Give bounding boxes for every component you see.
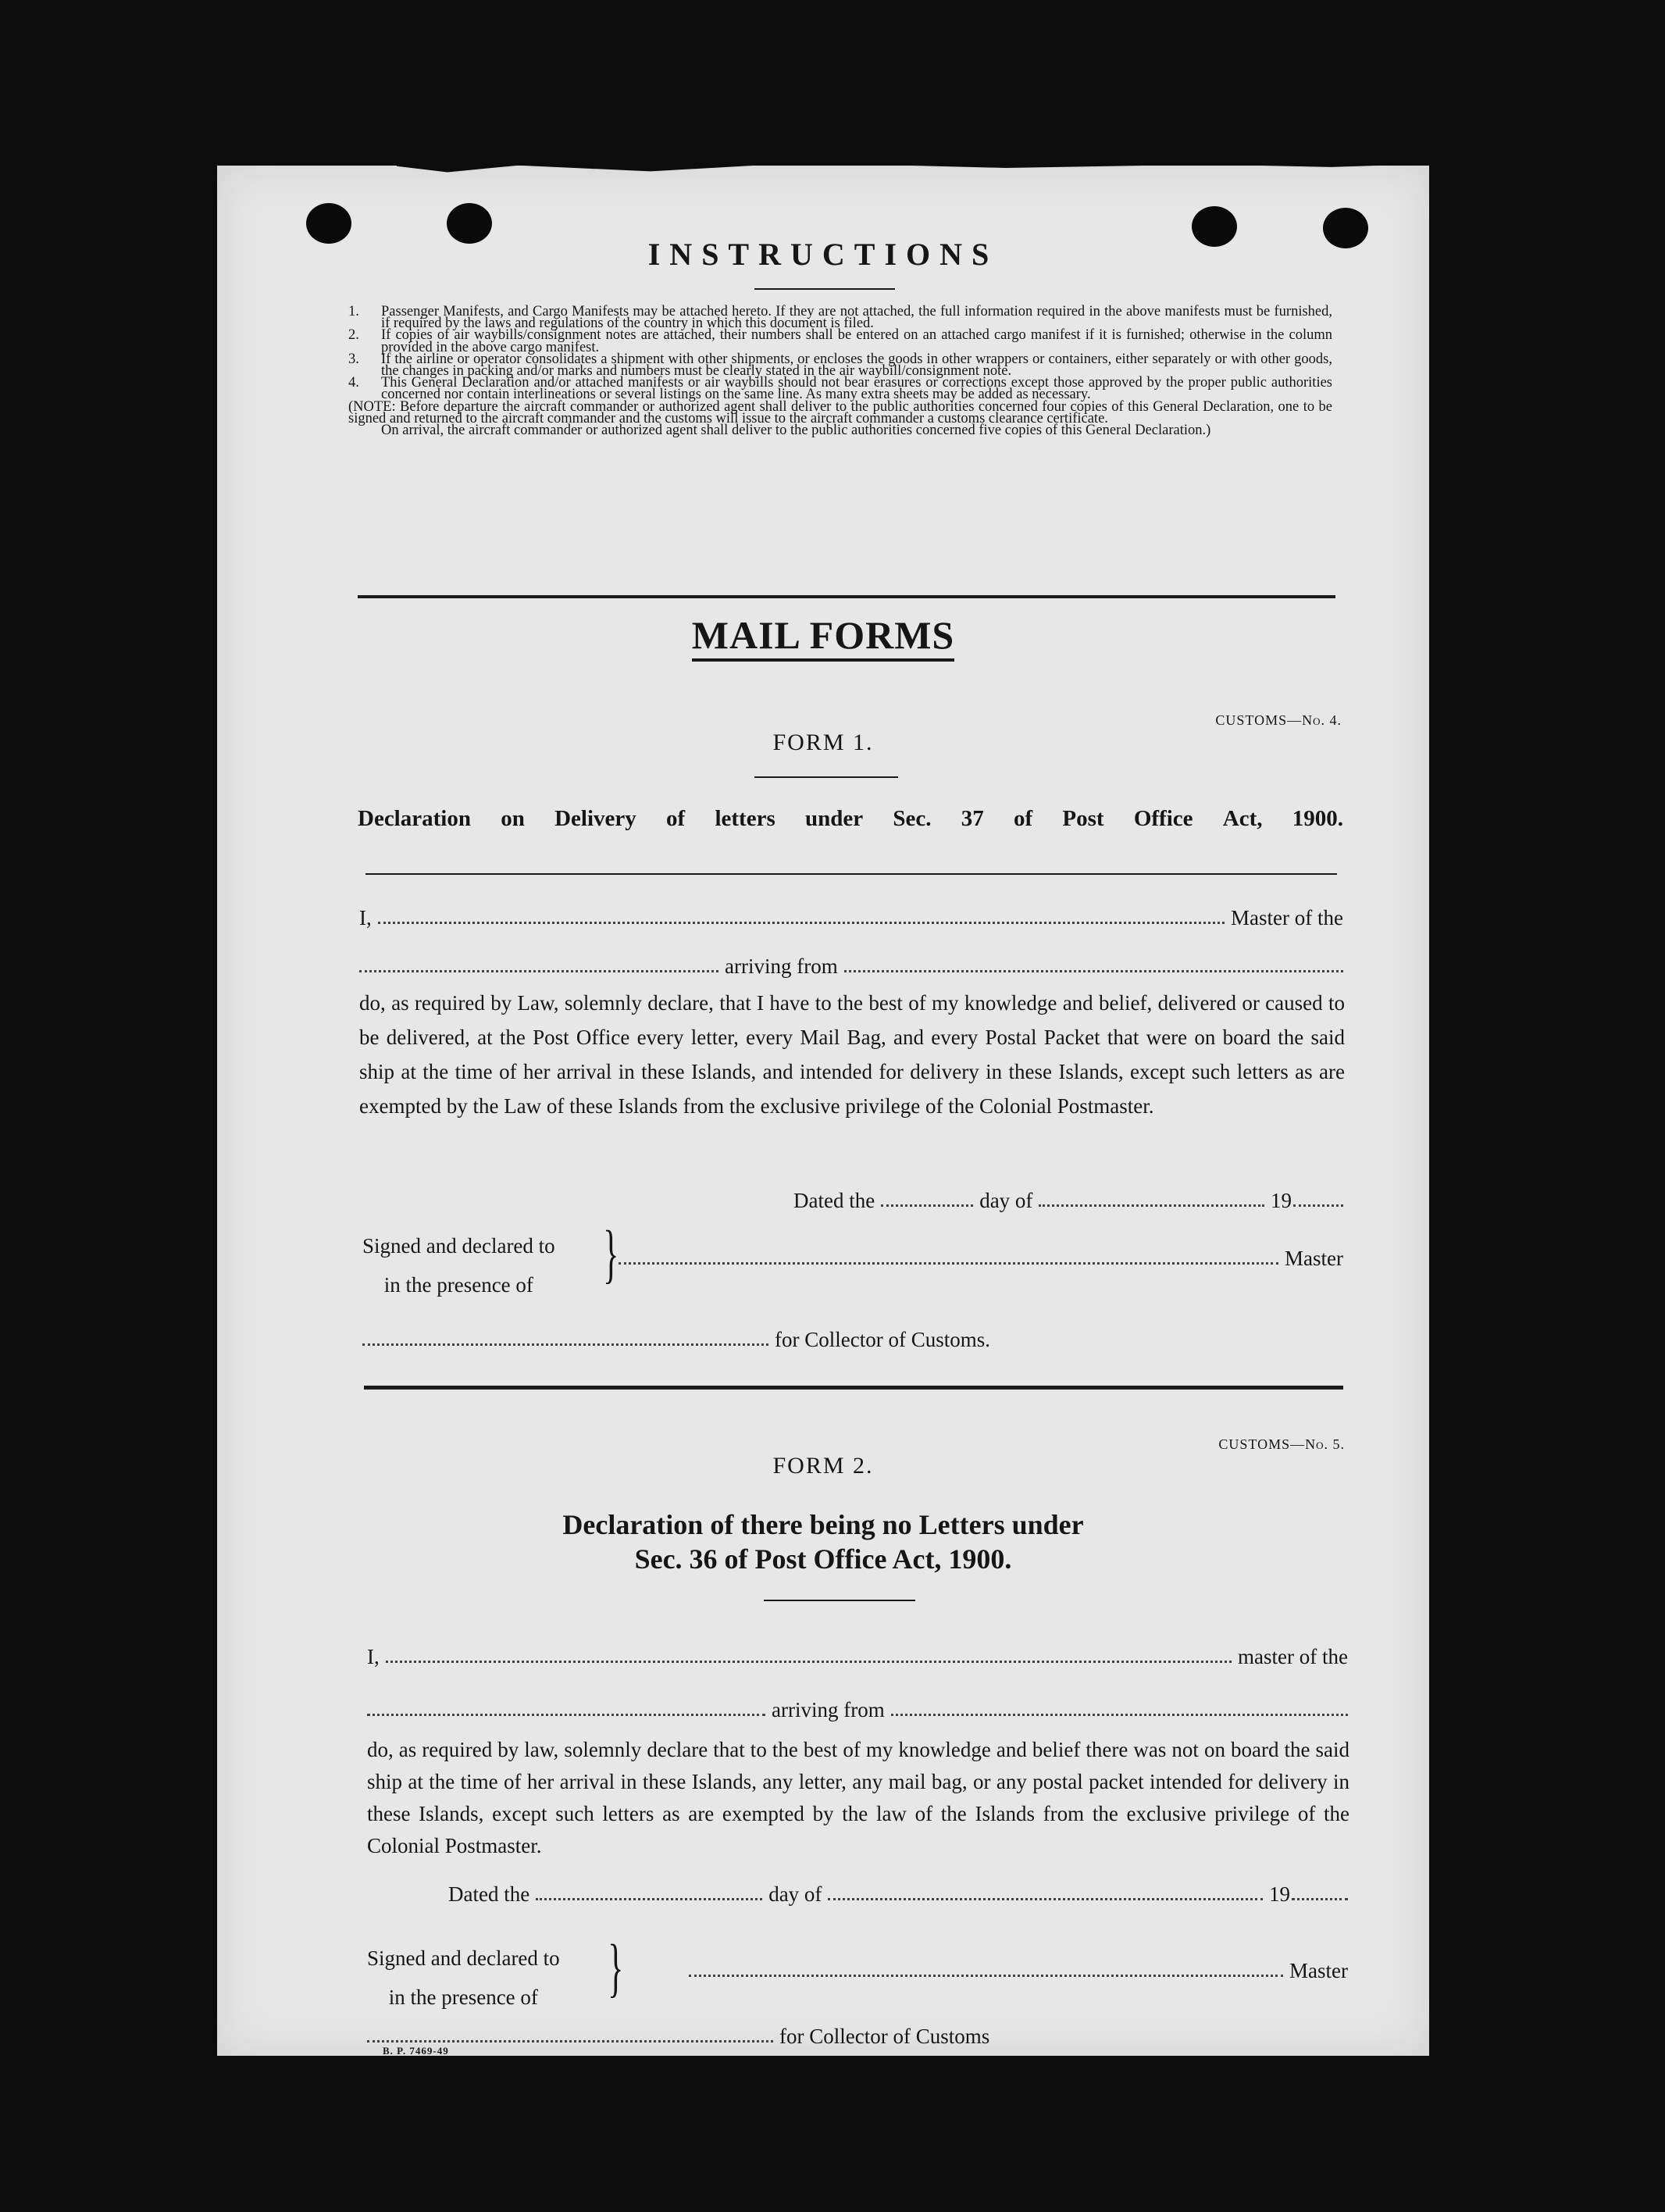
form1-declaration-title: Declaration on Delivery of letters under Sec. 37 of Post Office Act, 1900. [358, 806, 1343, 831]
form2-date-month-field[interactable] [828, 1898, 1263, 1900]
form1-heading-underline [754, 776, 898, 778]
instructions-list [348, 306, 1332, 437]
mail-forms-title: MAIL FORMS [217, 612, 1429, 658]
form1-date-year-field[interactable] [1293, 1204, 1343, 1207]
form1-arriving-line: arriving from [359, 954, 1343, 979]
form2-arriving-line: arriving from [367, 1698, 1348, 1722]
form1-date-day-field[interactable] [881, 1204, 973, 1207]
instructions-title: INSTRUCTIONS [647, 237, 999, 272]
form1-master-name-field[interactable] [378, 922, 1225, 924]
instruction-item: 4. This General Declaration and/or attached manifests or air waybills should not bear erasures or corrections except those approved by the proper public authorities concerned nor contain interlineations or several listings on the same line. As many extra sheets may be added as necessary. [348, 375, 1332, 403]
form2-collector-line: for Collector of Customs [367, 2025, 1039, 2049]
form1-signed-label: Signed and declared to in the presence of [362, 1234, 555, 1297]
print-code: B. P. 7469-49 [383, 2045, 449, 2057]
instruction-item: 1. Passenger Manifests, and Cargo Manifests may be attached hereto. If they are not attached, the full information required in the above manifests must be furnished, if required by the laws and regulations of the country in which this document is filed. [348, 304, 1332, 332]
form1-collector-line: for Collector of Customs. [362, 1328, 1034, 1352]
form1-collector-signature-field[interactable] [362, 1343, 768, 1346]
form1-arriving-from-field[interactable] [844, 970, 1343, 972]
form2-customs-number: CUSTOMS—No. 5. [1218, 1436, 1345, 1452]
form1-master-signature-field[interactable] [619, 1262, 1278, 1265]
form2-ship-name-field[interactable] [367, 1714, 765, 1716]
form1-date-line: Dated the day of 19 [793, 1189, 1343, 1213]
form1-brace: } [603, 1218, 619, 1290]
instruction-item: 2. If copies of air waybills/consignment notes are attached, their numbers shall be entered on an attached cargo manifest if it is furnished; otherwise in the column provided in the above cargo manifest. [348, 327, 1332, 355]
form2-body-text: do, as required by law, solemnly declare that to the best of my knowledge and belief there was not on board the said ship at the time of her arrival in these Islands, any letter, any mail bag, or any postal packet intended for delivery in these Islands, except such letters as are exempted by the law of the Islands from the exclusive privilege of the Colonial Postmaster. [367, 1738, 1349, 1857]
form2-signed-label: Signed and declared to in the presence of [367, 1946, 560, 2009]
form1-customs-number: CUSTOMS—No. 4. [1215, 712, 1342, 728]
instruction-item: 3. If the airline or operator consolidates a shipment with other shipments, or encloses the goods in other wrappers or containers, either separately or with other goods, the changes in packing and/or marks and numbers must be clearly stated in the air waybill/consignment note. [348, 351, 1332, 380]
form1-title-rule [365, 873, 1337, 875]
form2-master-signature-line: Master [689, 1959, 1348, 1983]
form2-title-underline [764, 1600, 915, 1601]
form1-body-text: do, as required by Law, solemnly declare, that I have to the best of my knowledge and belief, delivered or caused to be delivered, at the Post Office every letter, every Mail Bag, and every Postal Packet that were on board the said ship at the time of her arrival in these Islands, and intended for delivery in these Islands, except such letters as are exempted by the Law of these Islands from the exclusive privilege of the Colonial Postmaster. [359, 991, 1345, 1118]
form1-master-line: I, Master of the [359, 906, 1343, 929]
instruction-note [348, 398, 1332, 439]
form2-declaration-title: Declaration of there being no Letters under Sec. 36 of Post Office Act, 1900. [562, 1509, 1084, 1575]
form2-collector-signature-field[interactable] [367, 2040, 773, 2043]
section-divider-1 [358, 595, 1335, 598]
form1-heading: FORM 1. [772, 730, 874, 755]
torn-top-edge [397, 159, 1412, 177]
note-arrival: On arrival, the aircraft commander or authorized agent shall deliver to the public authorities concerned five copies of this General Declaration.) [381, 423, 1211, 439]
form2-master-signature-field[interactable] [689, 1975, 1283, 1977]
form2-master-name-field[interactable] [386, 1661, 1232, 1663]
instructions-underline [754, 288, 895, 290]
form1-master-signature-line: Master [619, 1247, 1343, 1271]
form-divider [364, 1386, 1343, 1390]
form2-date-day-field[interactable] [536, 1898, 762, 1900]
form2-master-line: I, master of the [367, 1645, 1348, 1668]
form1-date-month-field[interactable] [1039, 1204, 1264, 1207]
note-departure: (NOTE: Before departure the aircraft commander or authorized agent shall deliver to the public authorities concerned four copies of this General Declaration, one to be signed and returned to the aircraft commander and the customs will issue to the aircraft commander a customs clearance certificate. [348, 398, 1332, 426]
form2-date-line: Dated the day of 19 [448, 1882, 1348, 1907]
form2-heading: FORM 2. [772, 1453, 874, 1479]
form2-arriving-from-field[interactable] [891, 1714, 1348, 1716]
form1-ship-name-field[interactable] [359, 970, 718, 972]
form2-brace: } [608, 1932, 624, 2004]
paper-sheet [217, 166, 1429, 2056]
form2-date-year-field[interactable] [1292, 1898, 1348, 1900]
